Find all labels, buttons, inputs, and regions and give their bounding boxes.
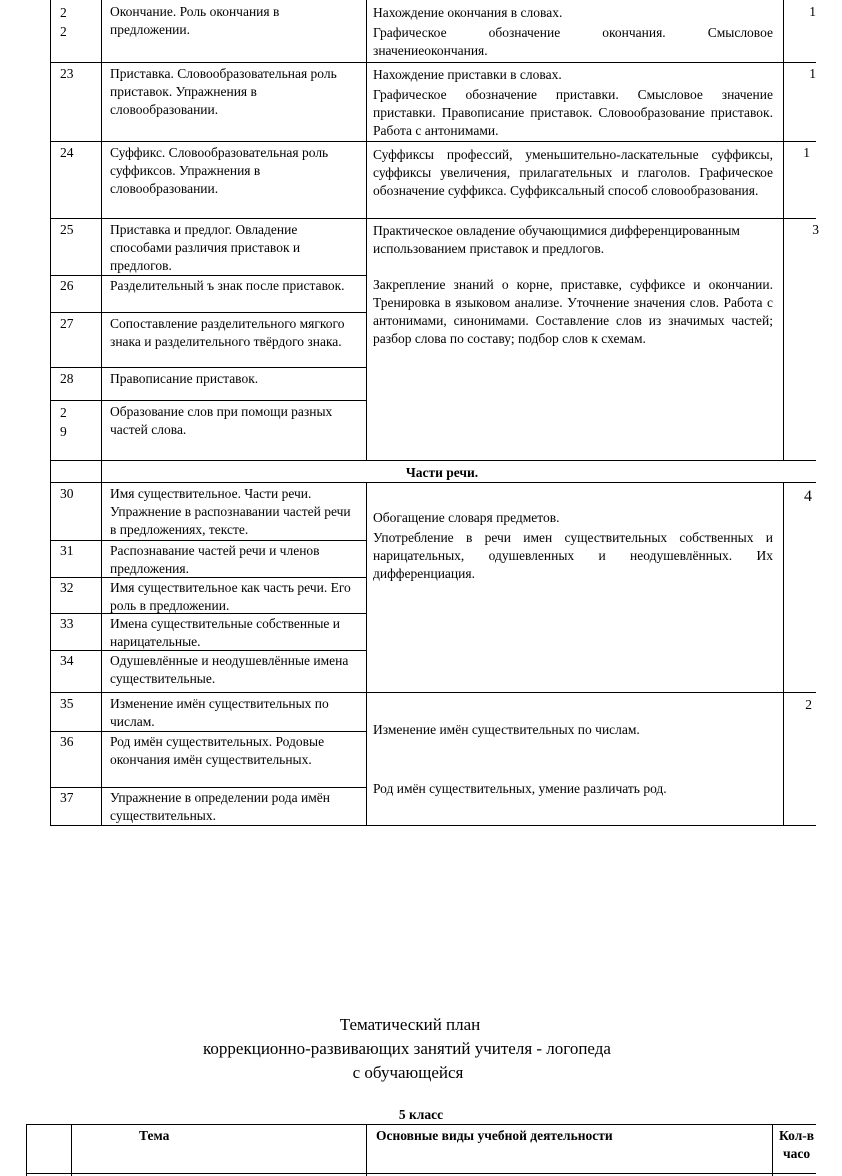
row-topic: Образование слов при помощи разных частей слова.: [110, 404, 333, 437]
row-number-part: 2: [60, 405, 67, 420]
row-number: 35: [60, 696, 74, 711]
row-topic: Распознавание частей речи и членов предложения.: [110, 543, 320, 576]
row-number: 31: [60, 543, 74, 558]
activity-line: Употребление в речи имен существительных собственных и нарицательных, одушевленных и неодушевлённых. Их дифференциация.: [373, 530, 773, 581]
row-number: 36: [60, 734, 74, 749]
activity-line: Обогащение словаря предметов.: [373, 510, 560, 525]
row-topic: Приставка и предлог. Овладение способами различия приставок и предлогов.: [110, 222, 301, 273]
activity-line: Суффиксы профессий, уменьшительно-ласкательные суффиксы, суффиксы увеличения, прилагательных и глаголов. Графическое обозначение суффикса. Суффиксальный способ словообразования.: [373, 147, 773, 198]
merged-activity-cell: [373, 222, 773, 348]
row-activity: [373, 4, 773, 60]
row-topic: Имя существительное как часть речи. Его роль в предложении.: [110, 580, 351, 613]
section-header: Части речи.: [405, 465, 479, 480]
row-topic: Сопоставление разделительного мягкого знака и разделительного твёрдого знака.: [110, 316, 345, 349]
row-topic: Упражнение в определении рода имён существительных.: [110, 790, 330, 823]
row-topic: Окончание. Роль окончания в предложении.: [110, 4, 280, 37]
row-number: 33: [60, 616, 74, 631]
row-number: 32: [60, 580, 74, 595]
row-activity: [373, 66, 773, 140]
activity-line: Графическое обозначение окончания. Смысловое значениеокончания.: [373, 25, 773, 58]
row-topic: Суффикс. Словообразовательная роль суффиксов. Упражнения в словообразовании.: [110, 145, 329, 196]
row-hours: 4: [804, 488, 812, 505]
column-header-topic: Тема: [139, 1128, 170, 1143]
row-number: [60, 3, 80, 41]
row-topic: Имена существительные собственные и нарицательные.: [110, 616, 341, 649]
activity-line: Нахождение окончания в словах.: [373, 5, 563, 20]
row-hours: 1: [809, 66, 816, 81]
row-number-part: 2: [60, 24, 67, 39]
row-activity: Род имён существительных, умение различать род.: [373, 781, 667, 796]
row-number-part: 9: [60, 424, 67, 439]
row-number: 27: [60, 316, 74, 331]
row-topic: Имя существительное. Части речи. Упражнение в распознавании частей речи в предложениях, тексте.: [110, 486, 351, 537]
row-number: 30: [60, 486, 74, 501]
row-hours: 1: [803, 145, 810, 160]
column-header-hours: [779, 1127, 816, 1163]
plan-subtitle-2: с обучающейся: [352, 1063, 464, 1082]
row-activity: Изменение имён существительных по числам.: [373, 722, 640, 737]
row-topic: Приставка. Словообразовательная роль приставок. Упражнения в словообразовании.: [110, 66, 337, 117]
row-number: 28: [60, 371, 74, 386]
row-number: [60, 403, 80, 441]
activity-line: Графическое обозначение приставки. Смысловое значение приставки. Правописание приставок. Словообразование приставок. Работа с антонимами.: [373, 87, 773, 138]
row-number-part: 2: [60, 5, 67, 20]
column-header-activity: Основные виды учебной деятельности: [376, 1128, 613, 1143]
activity-line: Закрепление знаний о корне, приставке, суффиксе и окончании. Тренировка в языковом анализе. Уточнение значения слов. Работа с антонимами, синонимами. Составление слов из значимых частей; разбор слова по составу; подбор слов к схемам.: [373, 277, 773, 346]
row-activity: [373, 146, 773, 200]
row-number: 25: [60, 222, 74, 237]
plan-title: Тематический план: [339, 1015, 481, 1034]
row-number: 24: [60, 145, 74, 160]
row-hours: 3: [812, 222, 819, 237]
merged-activity-cell: [373, 509, 773, 583]
row-topic: Разделительный ъ знак после приставок.: [110, 278, 345, 293]
grade-label: 5 класс: [398, 1107, 444, 1122]
row-topic: Род имён существительных. Родовые окончания имён существительных.: [110, 734, 325, 767]
row-number: 37: [60, 790, 74, 805]
row-number: 34: [60, 653, 74, 668]
row-topic: Правописание приставок.: [110, 371, 259, 386]
activity-line: Практическое овладение обучающимися дифференцированным использованием приставок и предлогов.: [373, 223, 740, 256]
row-hours: 1: [809, 4, 816, 19]
row-number: 23: [60, 66, 74, 81]
activity-line: Нахождение приставки в словах.: [373, 67, 562, 82]
column-header-hours-line: часо: [783, 1146, 811, 1161]
row-topic: Одушевлённые и неодушевлённые имена существительные.: [110, 653, 349, 686]
column-header-hours-line: Кол-в: [779, 1128, 815, 1143]
row-hours: 2: [805, 697, 812, 712]
row-topic: Изменение имён существительных по числам.: [110, 696, 329, 729]
row-number: 26: [60, 278, 74, 293]
plan-subtitle: коррекционно-развивающих занятий учителя - логопеда: [203, 1039, 611, 1058]
